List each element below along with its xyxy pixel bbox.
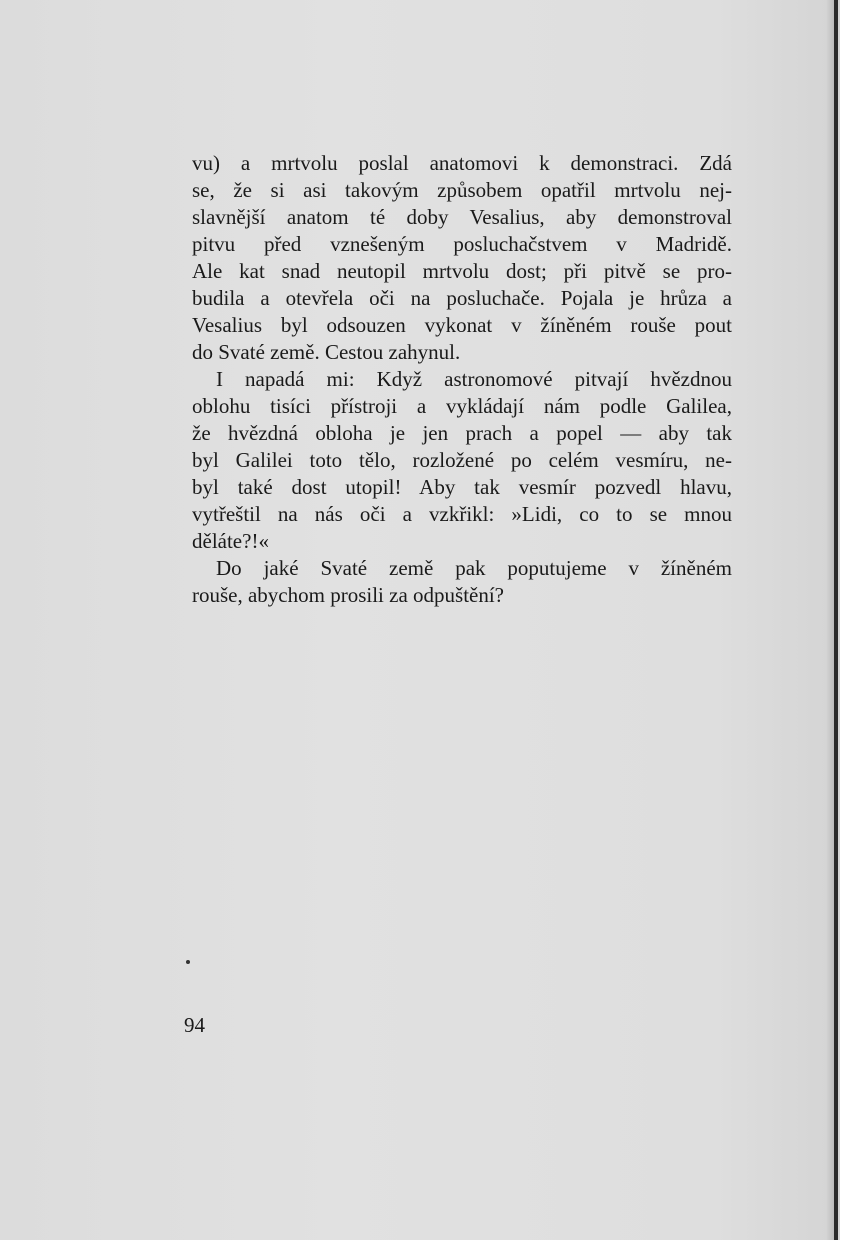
text-line: vytřeštil na nás oči a vzkřikl: »Lidi, co to se mnou — [192, 502, 732, 526]
text-line: vu) a mrtvolu poslal anatomovi k demonstraci. Zdá — [192, 151, 732, 175]
text-line: rouše, abychom prosili za odpuštění? — [192, 583, 505, 607]
paragraph — [192, 366, 732, 555]
page-edge — [834, 0, 838, 1240]
text-line: slavnější anatom té doby Vesalius, aby demonstroval — [192, 205, 732, 229]
text-line: do Svaté země. Cestou zahynul. — [192, 340, 461, 364]
text-line: děláte?!« — [192, 529, 269, 553]
text-line: Ale kat snad neutopil mrtvolu dost; při pitvě se pro- — [192, 259, 732, 283]
text-line: oblohu tisíci přístroji a vykládají nám podle Galilea, — [192, 394, 732, 418]
text-line: se, že si asi takovým způsobem opatřil mrtvolu nej- — [192, 178, 732, 202]
paragraph — [192, 555, 732, 609]
text-line: I napadá mi: Když astronomové pitvají hvězdnou — [216, 367, 732, 391]
body-text — [192, 150, 732, 609]
ink-speck — [186, 960, 190, 964]
text-line: Vesalius byl odsouzen vykonat v žíněném rouše pout — [192, 313, 732, 337]
text-line: pitvu před vznešeným posluchačstvem v Madridě. — [192, 232, 732, 256]
text-line: že hvězdná obloha je jen prach a popel — aby tak — [192, 421, 732, 445]
text-line: budila a otevřela oči na posluchače. Pojala je hrůza a — [192, 286, 732, 310]
text-line: byl také dost utopil! Aby tak vesmír pozvedl hlavu, — [192, 475, 732, 499]
page-edge-shadow — [826, 0, 834, 1240]
text-line: byl Galilei toto tělo, rozložené po celém vesmíru, ne- — [192, 448, 732, 472]
paragraph — [192, 150, 732, 366]
text-line: Do jaké Svaté země pak poputujeme v žíněném — [216, 556, 732, 580]
page-number: 94 — [184, 1013, 205, 1037]
